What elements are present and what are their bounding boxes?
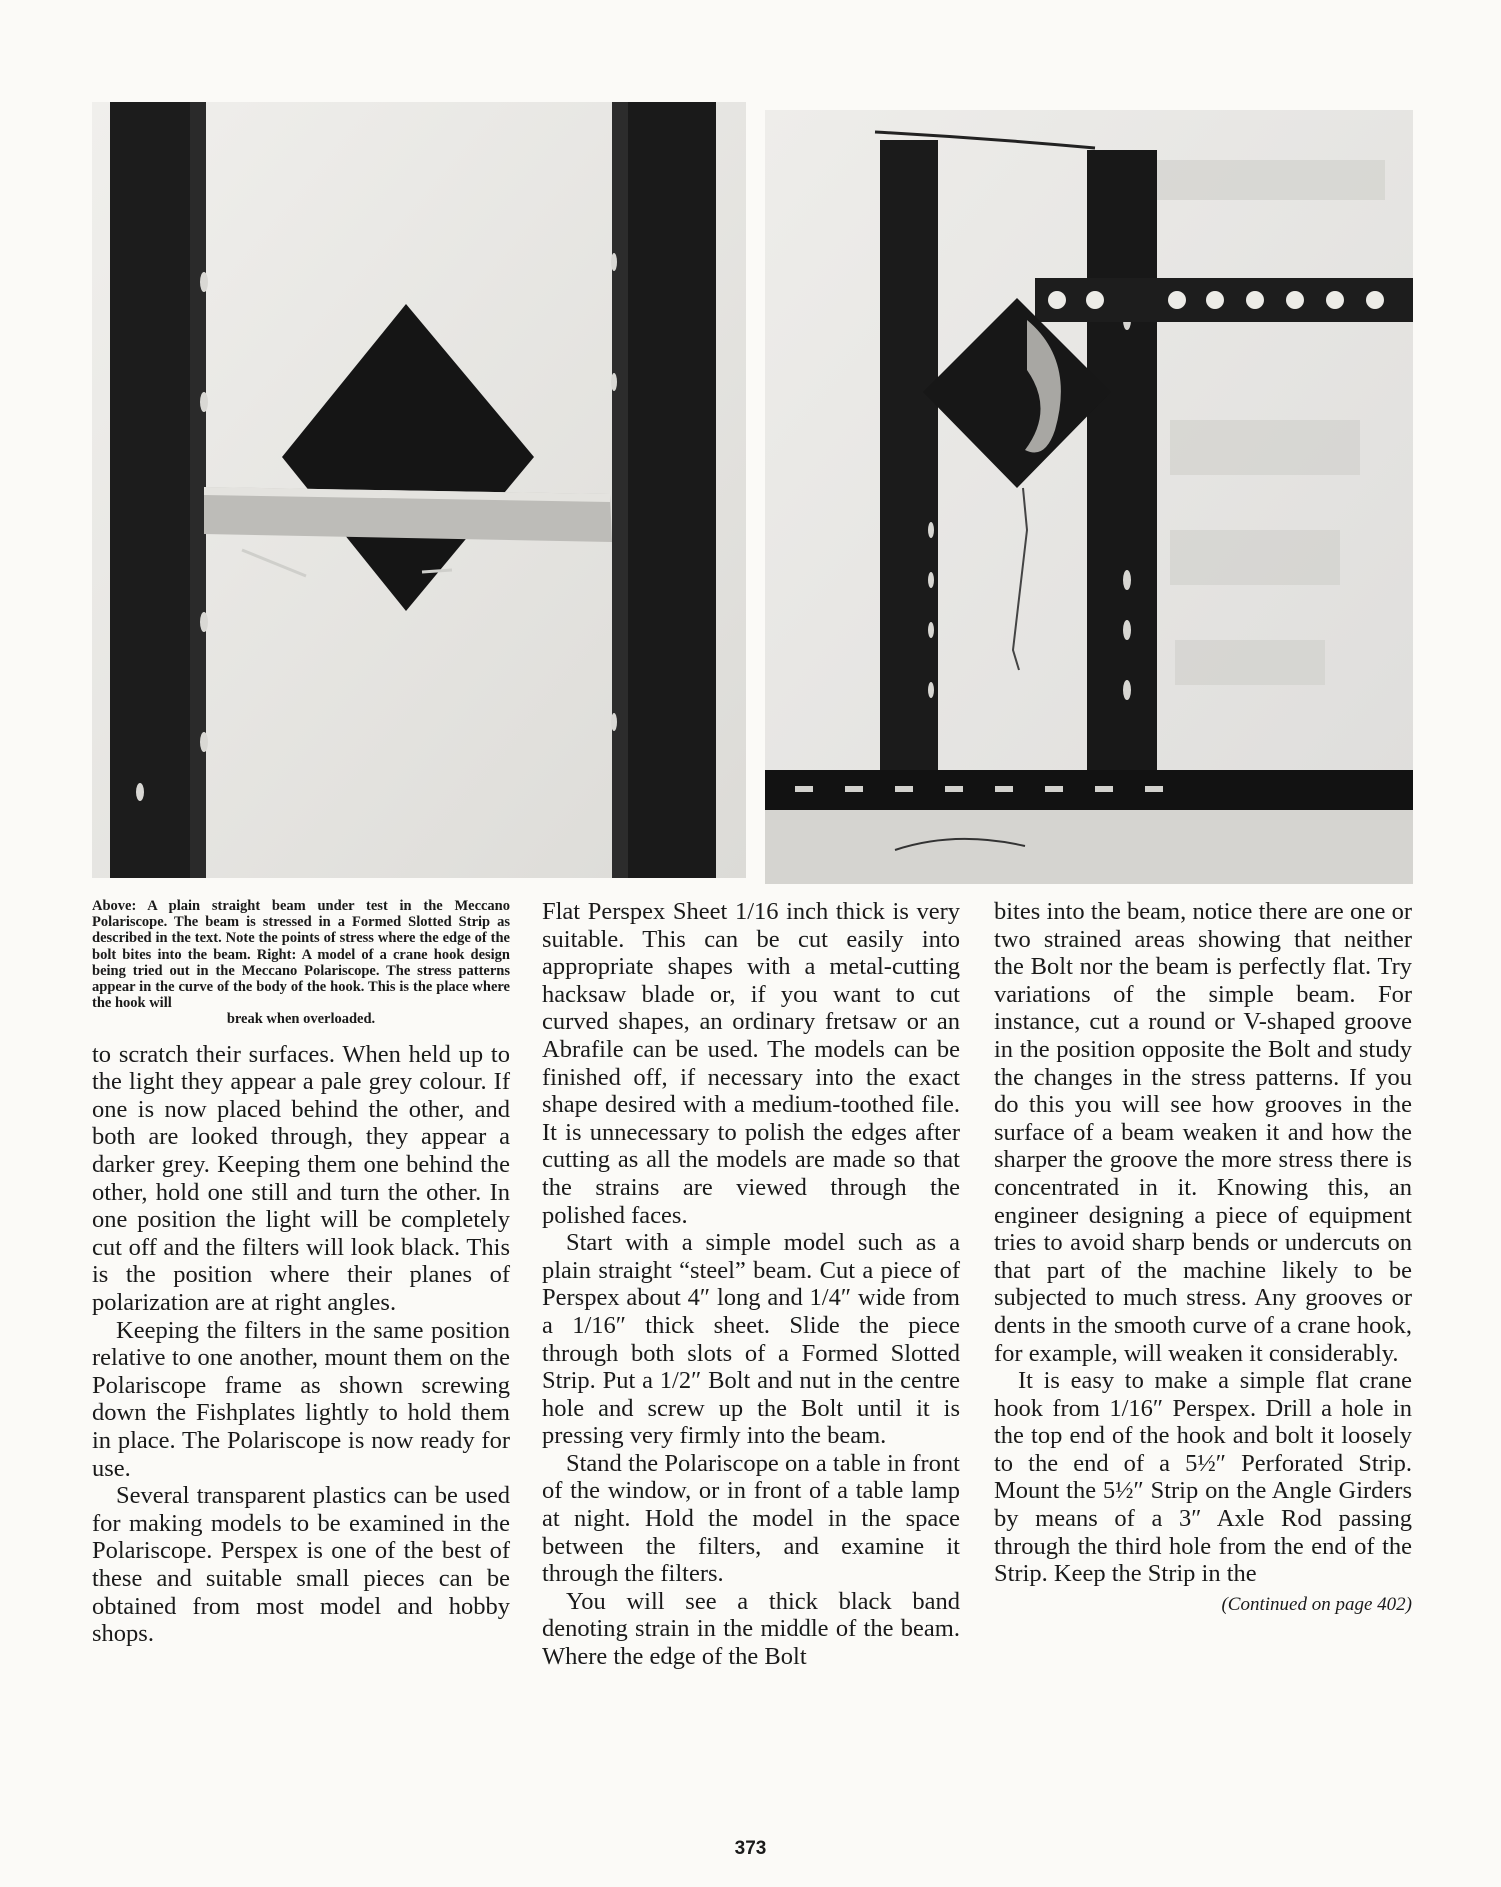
- text-column-3: [994, 898, 1412, 1618]
- girder-right: [1087, 150, 1157, 790]
- paragraph: You will see a thick black band denoting strain in the middle of the beam. Where the edge of the Bolt: [542, 1587, 960, 1671]
- photo-crane-hook: [765, 110, 1413, 884]
- caption-end: break when overloaded.: [226, 1011, 376, 1028]
- photo-caption: [92, 898, 510, 1028]
- text-column-2: [542, 898, 960, 1671]
- paragraph: Flat Perspex Sheet 1/16 inch thick is very suitable. This can be cut easily into appropriate shapes with a metal-cutting hacksaw blade or, if you want to cut curved shapes, an ordinary fretsaw or an Abrafile can be used. The models can be finished off, if necessary into the exact shape desired with a medium-toothed file. It is unnecessary to polish the edges after cutting as all the models are made so that the strains are viewed through the polished faces.: [542, 898, 960, 1229]
- paragraph: It is easy to make a simple flat crane hook from 1/16″ Perspex. Drill a hole in the top end of the hook and bolt it loosely to the end of a 5½″ Perforated Strip. Mount the 5½″ Strip on the Angle Girders by means of a 3″ Axle Rod passing through the third hole from the end of the Strip. Keep the Strip in the: [994, 1367, 1412, 1588]
- photo-beam-test: [92, 102, 746, 878]
- paragraph: bites into the beam, notice there are one or two strained areas showing that neither the Bolt nor the beam is perfectly flat. Try variations of the simple beam. For instance, cut a round or V-shaped groove in the position opposite the Bolt and study the changes in the stress patterns. If you do this you will see how grooves in the surface of a beam weaken it and how the sharper the groove the more stress there is concentrated in it. Knowing this, an engineer designing a piece of equipment tries to avoid sharp bends or undercuts on that part of the machine likely to be subjected to much stress. Any grooves or dents in the smooth curve of a crane hook, for example, will weaken it considerably.: [994, 898, 1412, 1367]
- paragraph: Keeping the filters in the same position relative to one another, mount them on the Polariscope frame as shown screwing down the Fishplates lightly to hold them in place. The Polariscope is now ready for use.: [92, 1316, 510, 1482]
- paragraph: Start with a simple model such as a plain straight “steel” beam. Cut a piece of Perspex about 4″ long and 1/4″ wide from a 1/16″ thick sheet. Slide the piece through both slots of a Formed Slotted Strip. Put a 1/2″ Bolt and nut in the centre hole and screw up the Bolt until it is pressing very firmly into the beam.: [542, 1229, 960, 1450]
- text-column-1: [92, 898, 510, 1648]
- continued-note: (Continued on page 402): [1221, 1593, 1412, 1615]
- page-number: 373: [734, 1838, 767, 1859]
- paragraph: Several transparent plastics can be used for making models to be examined in the Polariscope. Perspex is one of the best of these and suitable small pieces can be obtained from most model and hobby shops.: [92, 1482, 510, 1648]
- paragraph: to scratch their surfaces. When held up to the light they appear a pale grey colour. If one is now placed behind the other, and both are looked through, they appear a darker grey. Keeping them one behind the other, hold one still and turn the other. In one position the light will be completely cut off and the filters will look black. This is the position where their planes of polarization are at right angles.: [92, 1040, 510, 1316]
- caption-main: Above: A plain straight beam under test in the Meccano Polariscope. The beam is stressed in a Formed Slotted Strip as described in the text. Note the points of stress where the edge of the bolt bites into the beam. Right: A model of a crane hook design being tried out in the Meccano Polariscope. The stress patterns appear in the curve of the body of the hook. This is the place where the hook will: [92, 898, 510, 1012]
- paragraph: Stand the Polariscope on a table in front of the window, or in front of a table lamp at night. Hold the model in the space between the filters, and examine it through the filters.: [542, 1449, 960, 1588]
